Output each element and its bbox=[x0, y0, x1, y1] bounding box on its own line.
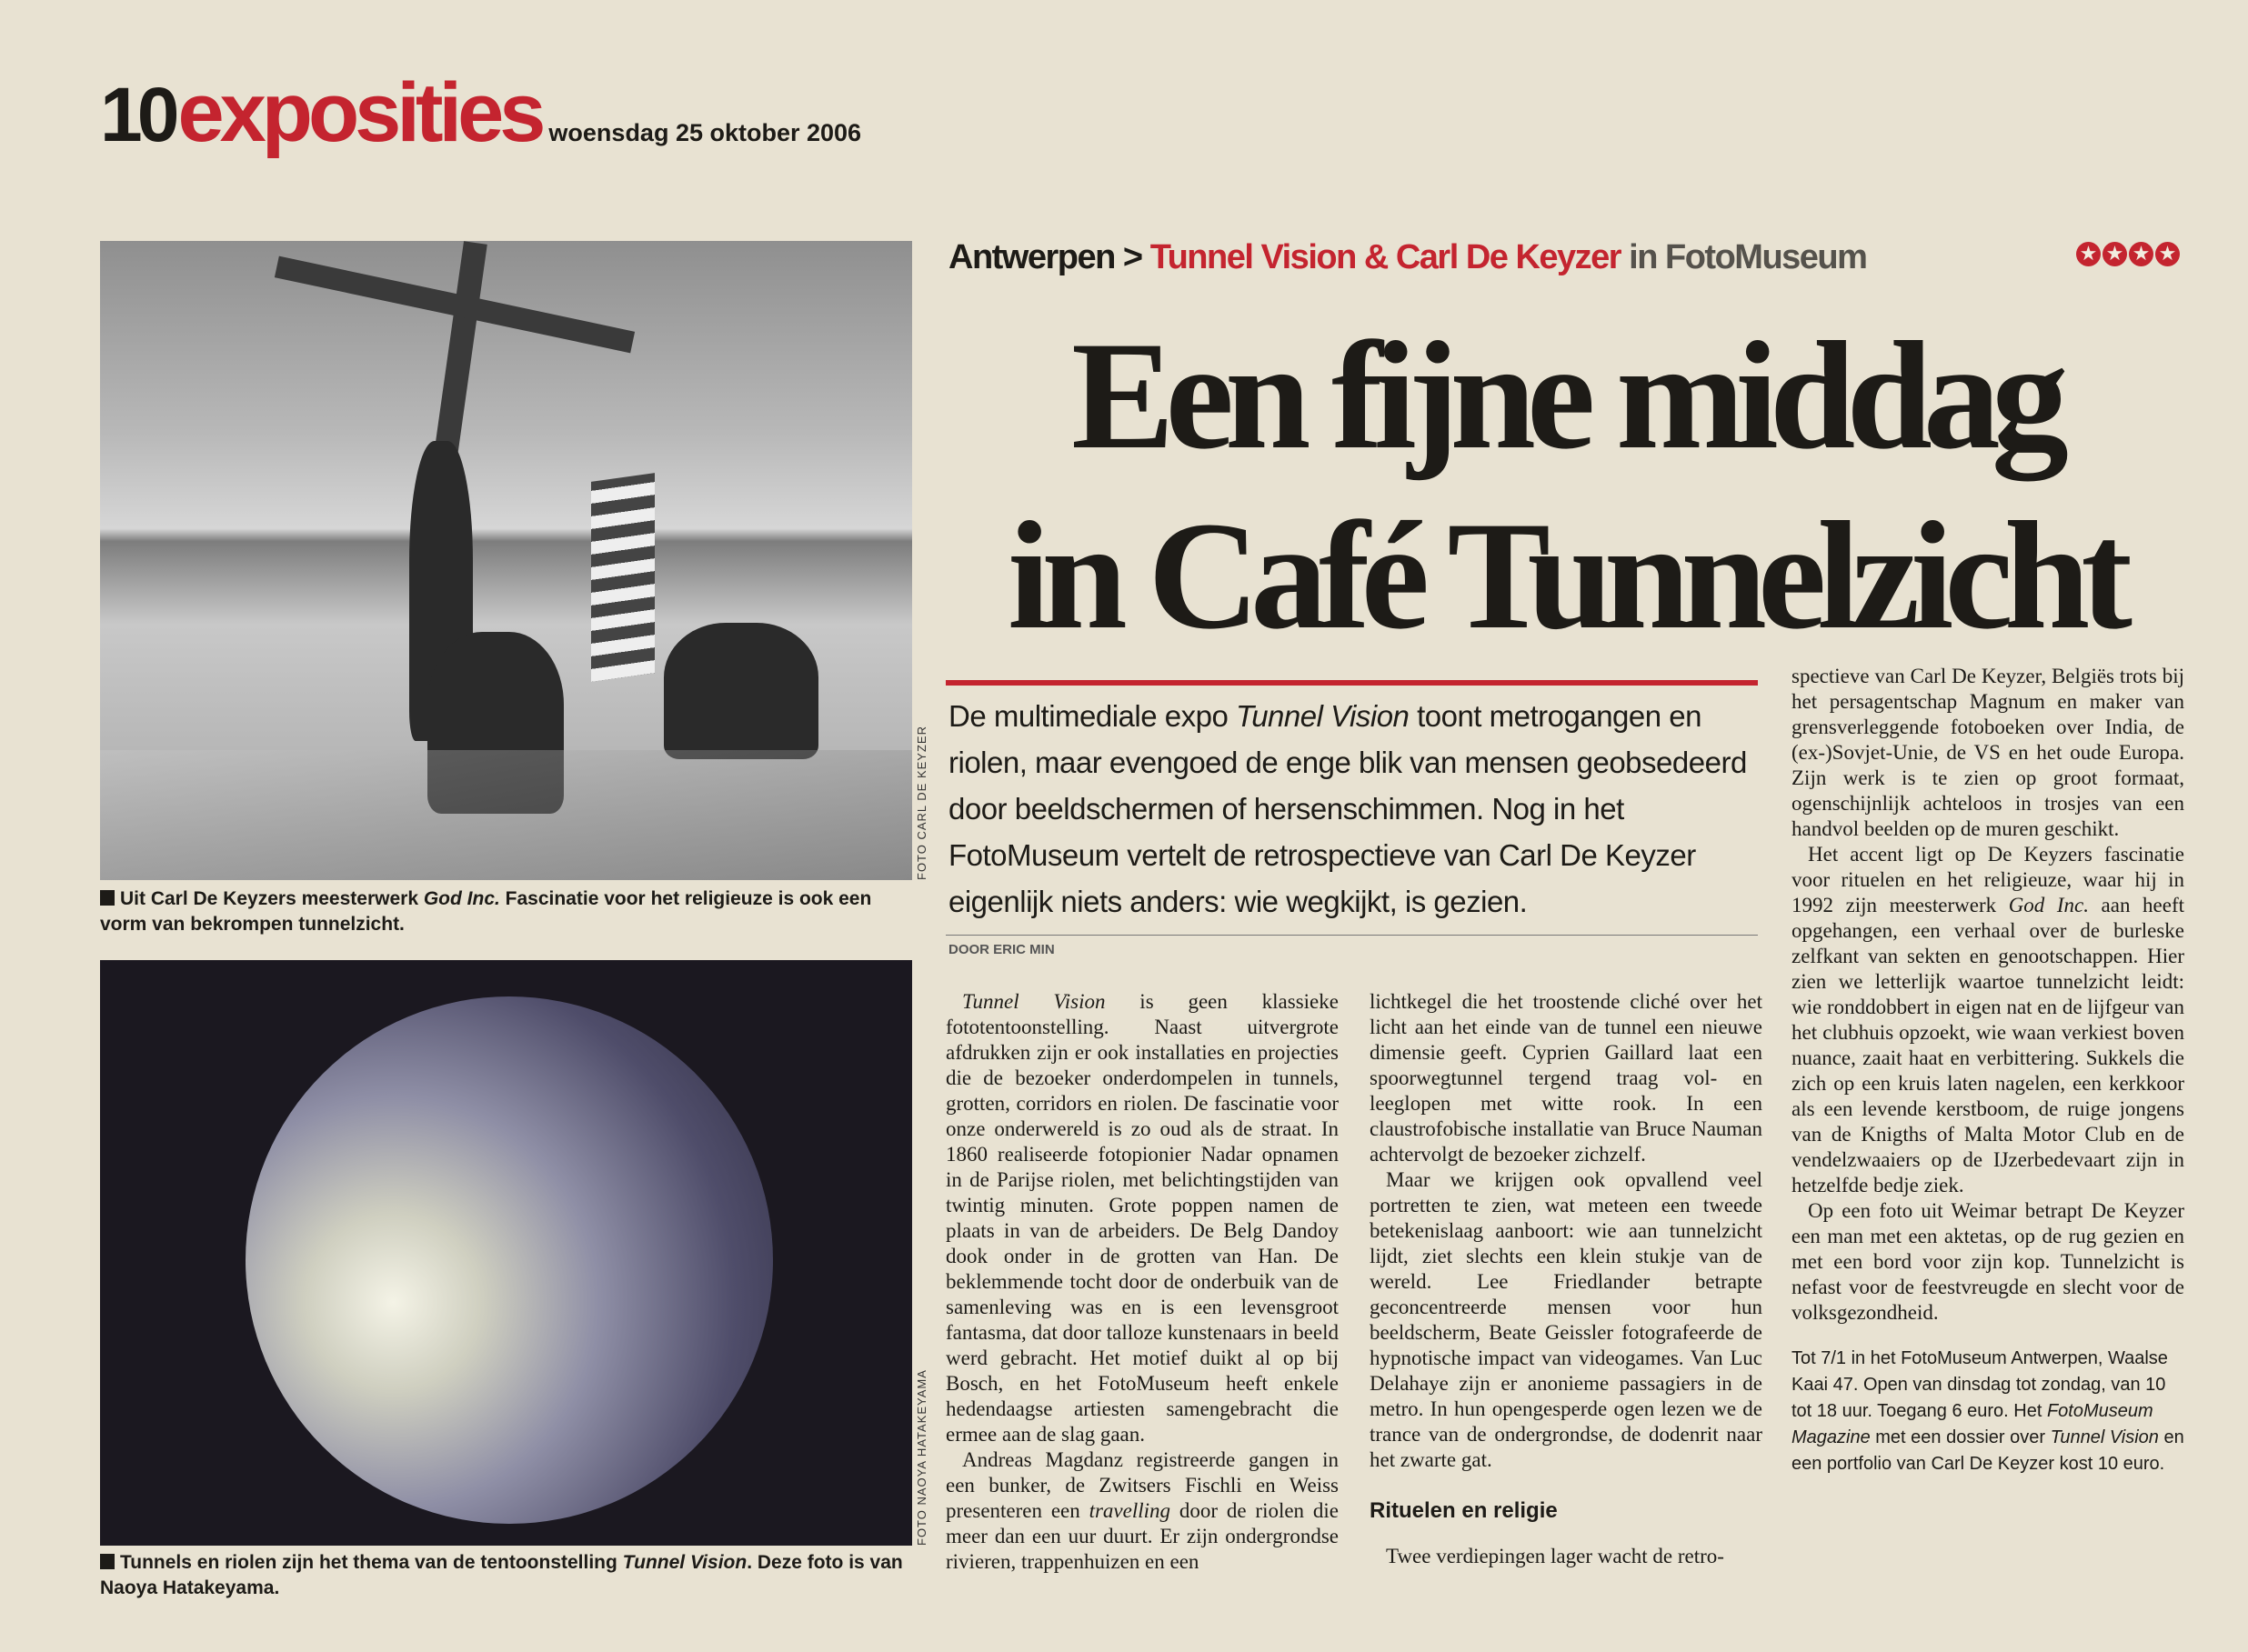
text-run: Op een foto uit Weimar betrapt De Keyzer een man met een aktetas, op de rug gezien en met een bord voor zijn kop. Tunnelzicht is nefast voor de feestvreugde en slecht voor de volksgezondheid. bbox=[1791, 1199, 2184, 1324]
woman-figure bbox=[664, 623, 818, 759]
tunnel-sphere-shape bbox=[246, 996, 773, 1524]
text-run: De multimediale expo bbox=[948, 699, 1236, 733]
paragraph bbox=[1370, 1167, 1762, 1473]
kicker-title: Tunnel Vision & Carl De Keyzer bbox=[1149, 238, 1621, 276]
text-run: Tunnels en riolen zijn het thema van de tentoonstelling bbox=[120, 1552, 623, 1573]
italic-text: Tunnel Vision bbox=[2050, 1427, 2159, 1447]
page-masthead bbox=[100, 65, 861, 161]
subheading: Rituelen en religie bbox=[1370, 1498, 1558, 1523]
paragraph bbox=[1370, 989, 1762, 1167]
article-kicker bbox=[948, 238, 1866, 277]
italic-text: Tunnel Vision bbox=[962, 990, 1106, 1013]
text-run: Uit Carl De Keyzers meesterwerk bbox=[120, 888, 424, 909]
issue-date: woensdag 25 oktober 2006 bbox=[548, 119, 862, 146]
italic-text: travelling bbox=[1089, 1499, 1171, 1522]
star-icon: ★ bbox=[2129, 242, 2153, 266]
text-run: en een portfolio van Carl De Keyzer kost 10 euro. bbox=[1791, 1427, 2184, 1474]
photo-god-inc-beach bbox=[100, 241, 912, 880]
italic-text: Tunnel Vision bbox=[1236, 699, 1410, 733]
flag-shape bbox=[591, 473, 655, 682]
photo-caption bbox=[100, 1550, 918, 1601]
byline: DOOR ERIC MIN bbox=[948, 942, 1055, 957]
paragraph bbox=[946, 1447, 1339, 1575]
text-run: spectieve van Carl De Keyzer, Belgiës trots bij het persagentschap Magnum en maker van grensverleggende fotoboeken over India, de (ex-)Sovjet-Unie, de VS en het oude Europa. Zijn werk is te zien op groot formaat, ogenschijnlijk achteloos in trosjes van een handvol beelden op de muren geschikt. bbox=[1791, 665, 2184, 840]
star-icon: ★ bbox=[2102, 242, 2127, 266]
text-run: Maar we krijgen ook opvallend veel portretten te zien, wat meteen een tweede betekenislaag aanboort: wie aan tunnelzicht lijdt, ziet slechts een klein stukje van de wereld. Lee Friedlander betrapte geconcentreerde mensen voor hun beeldscherm, Beate Geissler fotografeerde de hypnotische impact van videogames. Van Luc Delahaye zijn er anonieme passagiers in de metro. In hun opengesperde ogen lezen we de trance van de ondergrondse, de dodenrit naar het zwarte gat. bbox=[1370, 1168, 1762, 1471]
paragraph bbox=[1791, 664, 2184, 842]
text-run: Tot 7/1 in het FotoMuseum Antwerpen, Waalse Kaai 47. Open van dinsdag tot zondag, van 10 tot 18 uur. Toegang 6 euro. Het bbox=[1791, 1348, 2168, 1421]
text-run: Het accent ligt op De Keyzers fascinatie voor rituelen en het religieuze, waar hij in 1992 zijn meesterwerk bbox=[1791, 843, 2184, 916]
headline-line-2: in Café Tunnelzicht bbox=[1008, 490, 2123, 661]
paragraph bbox=[1370, 1544, 1762, 1569]
practical-info bbox=[1791, 1346, 2184, 1477]
kicker-venue: in FotoMuseum bbox=[1629, 238, 1867, 276]
text-run: toont metrogangen en riolen, maar evengoed de enge blik van mensen geobsedeerd door beeldschermen of hersenschimmen. Nog in het FotoMuseum vertelt de retrospectieve van Carl De Keyzer eigenlijk niets anders: wie wegkijkt, is gezien. bbox=[948, 699, 1747, 918]
divider bbox=[946, 935, 1758, 936]
photo-tunnel-hatakeyama bbox=[100, 960, 912, 1546]
caption-square-icon bbox=[100, 890, 115, 906]
photo-caption bbox=[100, 886, 918, 937]
star-icon: ★ bbox=[2155, 242, 2180, 266]
headline-line-1: Een fijne middag bbox=[1071, 310, 2060, 481]
kicker-city: Antwerpen bbox=[948, 238, 1115, 276]
text-run: Fascinatie voor het religieuze is ook een vorm van bekrompen tunnelzicht. bbox=[100, 888, 872, 935]
body-column-2 bbox=[1370, 989, 1762, 1569]
text-run: lichtkegel die het troostende cliché over het licht aan het einde van de tunnel een nieuwe dimensie geeft. Cyprien Gaillard laat een spoorwegtunnel tergend traag vol- en leeglopen met witte rook. In een claustrofobische installatie van Bruce Nauman achtervolgt de bezoeker zichzelf. bbox=[1370, 990, 1762, 1166]
paragraph bbox=[1791, 1198, 2184, 1326]
section-title: exposities bbox=[177, 66, 542, 159]
page-number: 10 bbox=[100, 72, 175, 157]
red-divider bbox=[946, 680, 1758, 686]
body-column-1 bbox=[946, 989, 1339, 1575]
text-run: . Deze foto is van Naoya Hatakeyama. bbox=[100, 1552, 903, 1598]
paragraph bbox=[946, 989, 1339, 1447]
italic-text: God Inc. bbox=[423, 888, 500, 909]
body-column-3 bbox=[1791, 664, 2184, 1477]
text-run: aan heeft opgehangen, een verhaal over de burleske zelfkant van sekten en genootschappen. Hier zien we letterlijk waartoe tunnelzicht leidt: wie ronddobbert in eigen nat en de lijfgeur van het clubhuis opzoekt, wie waan verkiest boven nuance, zaait haat en verbittering. Sukkels die zich op een kruis laten nagelen, een kerkkoor als een levende kerstboom, de ruige jongens van de Knigths of Malta Motor Club en de vendelzwaaiers op de IJzerbedevaart zijn in hetzelfde bedje ziek. bbox=[1791, 894, 2184, 1196]
photo-credit: FOTO CARL DE KEYZER bbox=[915, 726, 928, 880]
text-run: Andreas Magdanz registreerde gangen in een bunker, de Zwitsers Fischli en Weiss presenteren een bbox=[946, 1448, 1339, 1522]
article-lead bbox=[948, 693, 1761, 925]
caption-square-icon bbox=[100, 1554, 115, 1569]
photo-credit: FOTO NAOYA HATAKEYAMA bbox=[915, 1369, 928, 1546]
italic-text: Tunnel Vision bbox=[622, 1552, 748, 1573]
paragraph bbox=[1791, 842, 2184, 1198]
italic-text: God Inc. bbox=[2008, 894, 2089, 916]
star-rating bbox=[2076, 242, 2180, 266]
text-run: door de riolen die meer dan een uur duurt. Er zijn ondergrondse rivieren, trappenhuizen en een bbox=[946, 1499, 1339, 1573]
star-icon: ★ bbox=[2076, 242, 2101, 266]
text-run: met een dossier over bbox=[1870, 1427, 2051, 1447]
italic-text: FotoMuseum Magazine bbox=[1791, 1401, 2153, 1447]
text-run: Twee verdiepingen lager wacht de retro- bbox=[1386, 1545, 1724, 1567]
text-run: is geen klassieke fototentoonstelling. Naast uitvergrote afdrukken zijn er ook installaties en projecties die de bezoeker onderdompelen in tunnels, grotten, corridors en riolen. De fascinatie voor onze onderwereld is zo oud als de straat. In 1860 realiseerde fotopionier Nadar opnamen in de Parijse riolen, met belichtingstijden van twintig minuten. Grote poppen namen de plaats in van de arbeiders. De Belg Dandoy dook onder in de grotten van Han. De beklemmende tocht door de onderbuik van de samenleving was en is een levensgroot fantasma, dat door talloze kunstenaars in beeld werd gebracht. Het motief duikt al op bij Bosch, en het FotoMuseum heeft enkele hedendaagse artiesten samengebracht die ermee aan de slag gaan. bbox=[946, 990, 1339, 1446]
kicker-separator: > bbox=[1122, 238, 1142, 276]
beach-chair-shape bbox=[100, 750, 912, 880]
